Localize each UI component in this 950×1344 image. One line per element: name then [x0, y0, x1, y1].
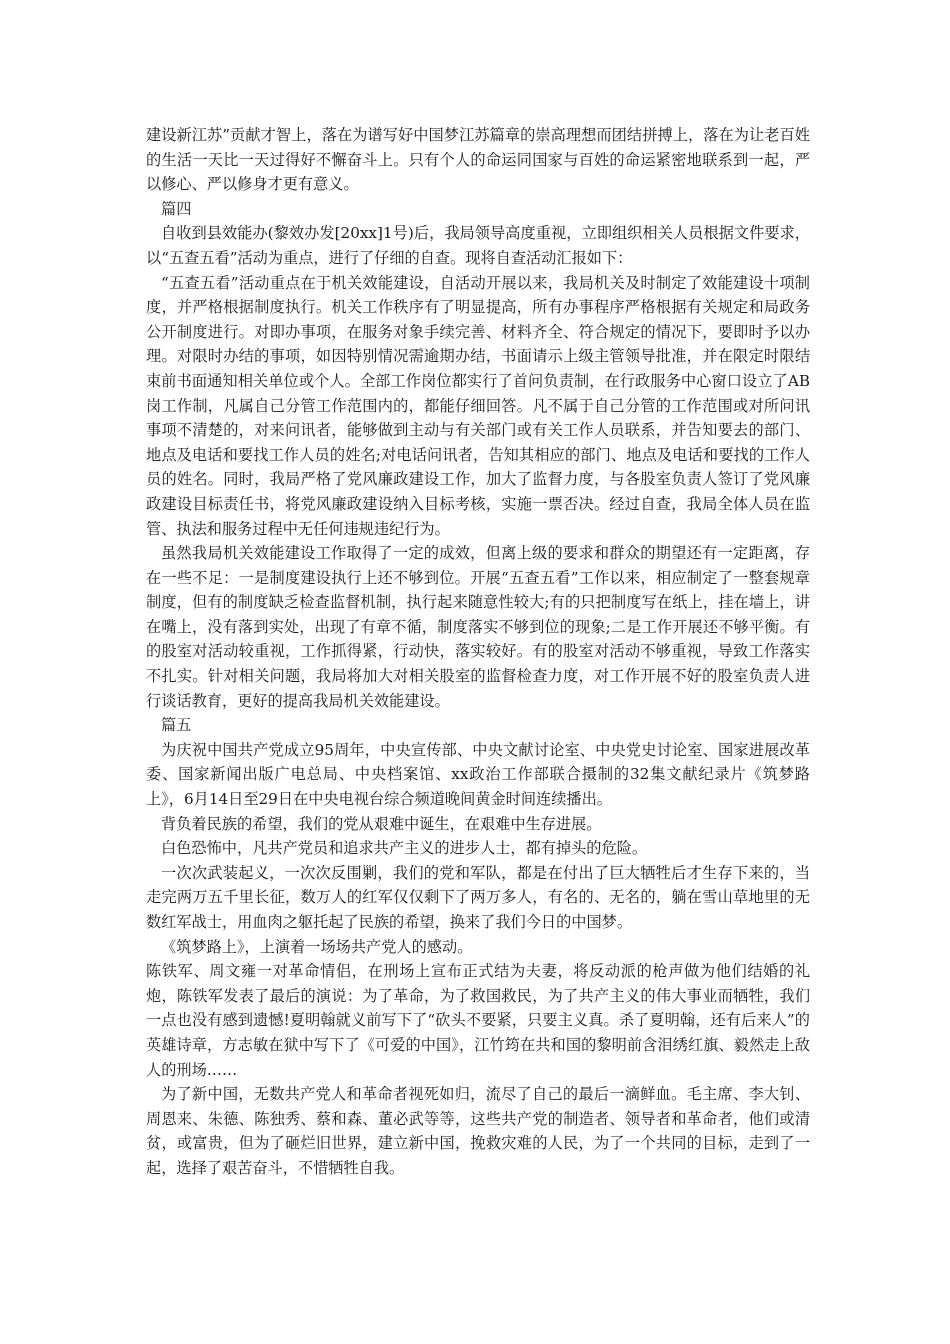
paragraph-9: 《筑梦路上》，上演着一场场共产党人的感动。 — [161, 937, 473, 956]
paragraph-8: 一次次武装起义，一次次反围剿，我们的党和军队，都是在付出了巨大牺牲后才生存下来的，当走完两万五千里长征，数万人的红军仅仅剩下了两万多人，有名的、无名的，躺在雪山草地里的无数红军战士，用血肉之躯托起了民族的希望，换来了我们今日的中国梦。 — [146, 863, 810, 931]
paragraph-3: “五查五看”活动重点在于机关效能建设，自活动开展以来，我局机关及时制定了效能建设十项制度，并严格根据制度执行。机关工作秩序有了明显提高，所有办事程序严格根据有关规定和局政务公开制度进行。对即办事项，在服务对象手续完善、材料齐全、符合规定的情况下，要即时予以办理。对限时办结的事项，如因特别情况需逾期办结，书面请示上级主管领导批准，并在限定时限结束前书面通知相关单位或个人。全部工作岗位都实行了首问负责制，在行政服务中心窗口设立了AB岗工作制，凡属自己分管工作范围内的，都能仔细回答。凡不属于自己分管的工作范围或对所问讯事项不清楚的，对来问讯者，能够做到主动与有关部门或有关工作人员联系，并告知要去的部门、地点及电话和要找工作人员的姓名;对电话问讯者，告知其相应的部门、地点及电话和要找的工作人员的姓名。同时，我局严格了党风廉政建设工作，加大了监督力度，与各股室负责人签订了党风廉政建设目标责任书，将党风廉政建设纳入目标考核，实施一票否决。经过自查，我局全体人员在监管、执法和服务过程中无任何违规违纪行为。 — [146, 273, 810, 538]
paragraph-7: 白色恐怖中，凡共产党员和追求共产主义的进步人士，都有掉头的危险。 — [161, 839, 647, 858]
document-page — [146, 123, 810, 1181]
paragraph-11: 为了新中国，无数共产党人和革命者视死如归，流尽了自己的最后一滴鲜血。毛主席、李大钊、周恩来、朱德、陈独秀、蔡和森、董必武等等，这些共产党的制造者、领导者和革命者，他们或清贫，或富贵，但为了砸烂旧世界，建立新中国，挽救灾难的人民，为了一个共同的目标，走到了一起，选择了艰苦奋斗，不惜牺牲自我。 — [146, 1085, 810, 1177]
paragraph-4: 虽然我局机关效能建设工作取得了一定的成效，但离上级的要求和群众的期望还有一定距离，存在一些不足：一是制度建设执行上还不够到位。开展“五查五看”工作以来，相应制定了一整套规章制度，但有的制度缺乏检查监督机制，执行起来随意性较大;有的只把制度写在纸上，挂在墙上，讲在嘴上，没有落到实处，出现了有章不循，制度落实不够到位的现象;二是工作开展还不够平衡。有的股室对活动较重视，工作抓得紧，行动快，落实较好。有的股室对活动不够重视，导致工作落实不扎实。针对相关问题，我局将加大对相关股室的监督检查力度，对工作开展不好的股室负责人进行谈话教育，更好的提高我局机关效能建设。 — [146, 544, 810, 710]
paragraph-1: 建设新江苏”贡献才智上，落在为谱写好中国梦江苏篇章的崇高理想而团结拼搏上，落在为让老百姓的生活一天比一天过得好不懈奋斗上。只有个人的命运同国家与百姓的命运紧密地联系到一起，严以修心、严以修身才更有意义。 — [146, 126, 810, 194]
paragraph-6: 背负着民族的希望，我们的党从艰难中诞生，在艰难中生存进展。 — [161, 814, 602, 833]
paragraph-5: 为庆祝中国共产党成立95周年，中央宣传部、中央文献讨论室、中央党史讨论室、国家进展改革委、国家新闻出版广电总局、中央档案馆、xx政治工作部联合摄制的32集文献纪录片《筑梦路上》，6月14日至29日在中央电视台综合频道晚间黄金时间连续播出。 — [146, 740, 810, 809]
paragraph-2: 自收到县效能办(黎效办发[20xx]1号)后，我局领导高度重视，立即组织相关人员根据文件要求，以“五查五看”活动为重点，进行了仔细的自查。现将自查活动汇报如下： — [146, 224, 810, 267]
section-heading-4: 篇四 — [161, 199, 192, 218]
paragraph-10: 陈铁军、周文雍一对革命情侣，在刑场上宣布正式结为夫妻，将反动派的枪声做为他们结婚的礼炮，陈铁军发表了最后的演说：为了革命，为了救国救民，为了共产主义的伟大事业而牺牲，我们一点也没有感到遗憾!夏明翰就义前写下了“砍头不要紧，只要主义真。杀了夏明翰，还有后来人”的英雄诗章，方志敏在狱中写下了《可爱的中国》，江竹筠在共和国的黎明前含泪绣红旗、毅然走上敌人的刑场…… — [146, 962, 810, 1079]
section-heading-5: 篇五 — [161, 716, 192, 735]
